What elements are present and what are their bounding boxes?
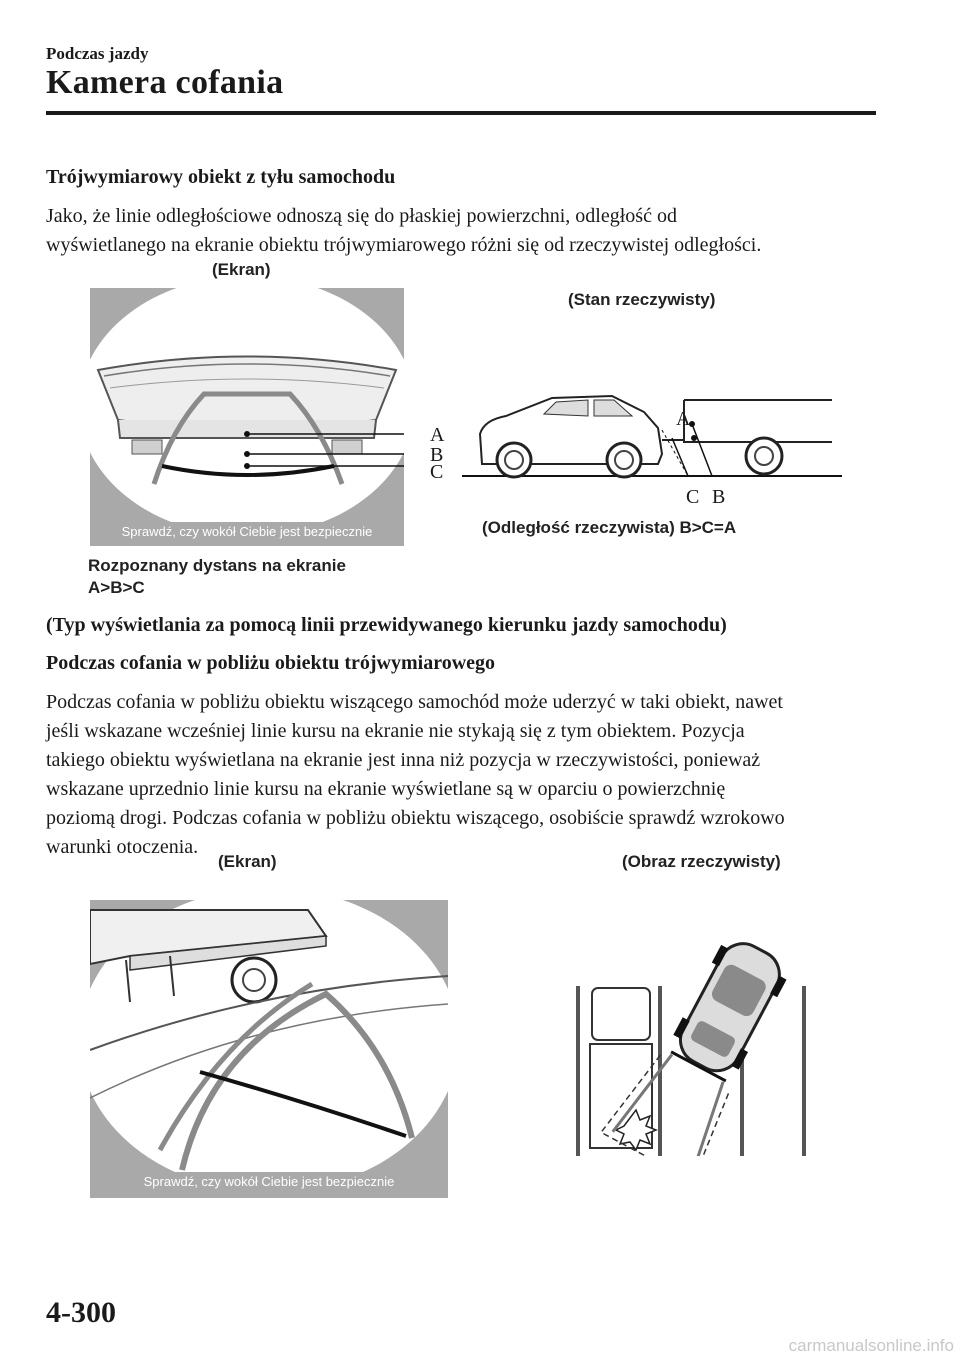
fig1-label-c: C [430, 461, 444, 483]
fig1-label-a: A [430, 424, 445, 446]
title-divider [46, 111, 876, 115]
section2-heading: Podczas cofania w pobliżu obiektu trójwymiarowego [46, 652, 496, 674]
fig1-screen-caption: (Ekran) [212, 260, 271, 279]
section2-line3: takiego obiektu wyświetlana na ekranie jest inna niż pozycja w rzeczywistości, ponieważ [46, 749, 761, 771]
fig2-real-image [572, 930, 842, 1156]
fig2-real-caption: (Obraz rzeczywisty) [622, 852, 781, 871]
section1-heading: Trójwymiarowy obiekt z tyłu samochodu [46, 166, 396, 188]
fig1-real-label-c: C [686, 486, 700, 508]
site-watermark: carmanualsonline.info [788, 1336, 954, 1355]
fig1-screen-image [90, 288, 404, 546]
page-title: Kamera cofania [46, 64, 284, 101]
section1-body-line1: Jako, że linie odległościowe odnoszą się do płaskiej powierzchni, odległość od [46, 205, 677, 227]
section-label: Podczas jazdy [46, 44, 149, 63]
fig1-label-b: B [430, 444, 444, 466]
page-number: 4-300 [46, 1296, 116, 1329]
fig1-real-label-a: A [676, 408, 691, 430]
fig1-warning-banner: Sprawdź, czy wokół Ciebie jest bezpiecznie [121, 524, 373, 539]
fig1-real-label-b: B [712, 486, 726, 508]
fig1-real-image [462, 384, 842, 488]
fig1-recognized-line2: A>B>C [88, 578, 145, 597]
fig1-real-caption: (Stan rzeczywisty) [568, 290, 716, 309]
section2-line4: wskazane uprzednio linie kursu na ekranie wyświetlane są w oparciu o powierzchnię [46, 778, 726, 800]
section2-line5: poziomą drogi. Podczas cofania w pobliżu obiektu wiszącego, osobiście sprawdź wzrokowo [46, 807, 785, 829]
fig1-recognized-line1: Rozpoznany dystans na ekranie [88, 556, 346, 575]
section2-line1: Podczas cofania w pobliżu obiektu wiszącego samochód może uderzyć w taki obiekt, nawet [46, 691, 783, 713]
fig2-screen-image [90, 900, 448, 1198]
fig1-actual-distance: (Odległość rzeczywista) B>C=A [482, 518, 737, 537]
section2-line6: warunki otoczenia. [46, 836, 199, 858]
fig2-screen-caption: (Ekran) [218, 852, 277, 871]
section2-line2: jeśli wskazane wcześniej linie kursu na ekranie nie stykają się z tym obiektem. Pozycja [46, 720, 745, 742]
section2-type-heading: (Typ wyświetlania za pomocą linii przewidywanego kierunku jazdy samochodu) [46, 614, 727, 636]
fig2-warning-banner: Sprawdź, czy wokół Ciebie jest bezpiecznie [143, 1174, 395, 1189]
section1-body-line2: wyświetlanego na ekranie obiektu trójwymiarowego różni się od rzeczywistej odległości. [46, 234, 762, 256]
